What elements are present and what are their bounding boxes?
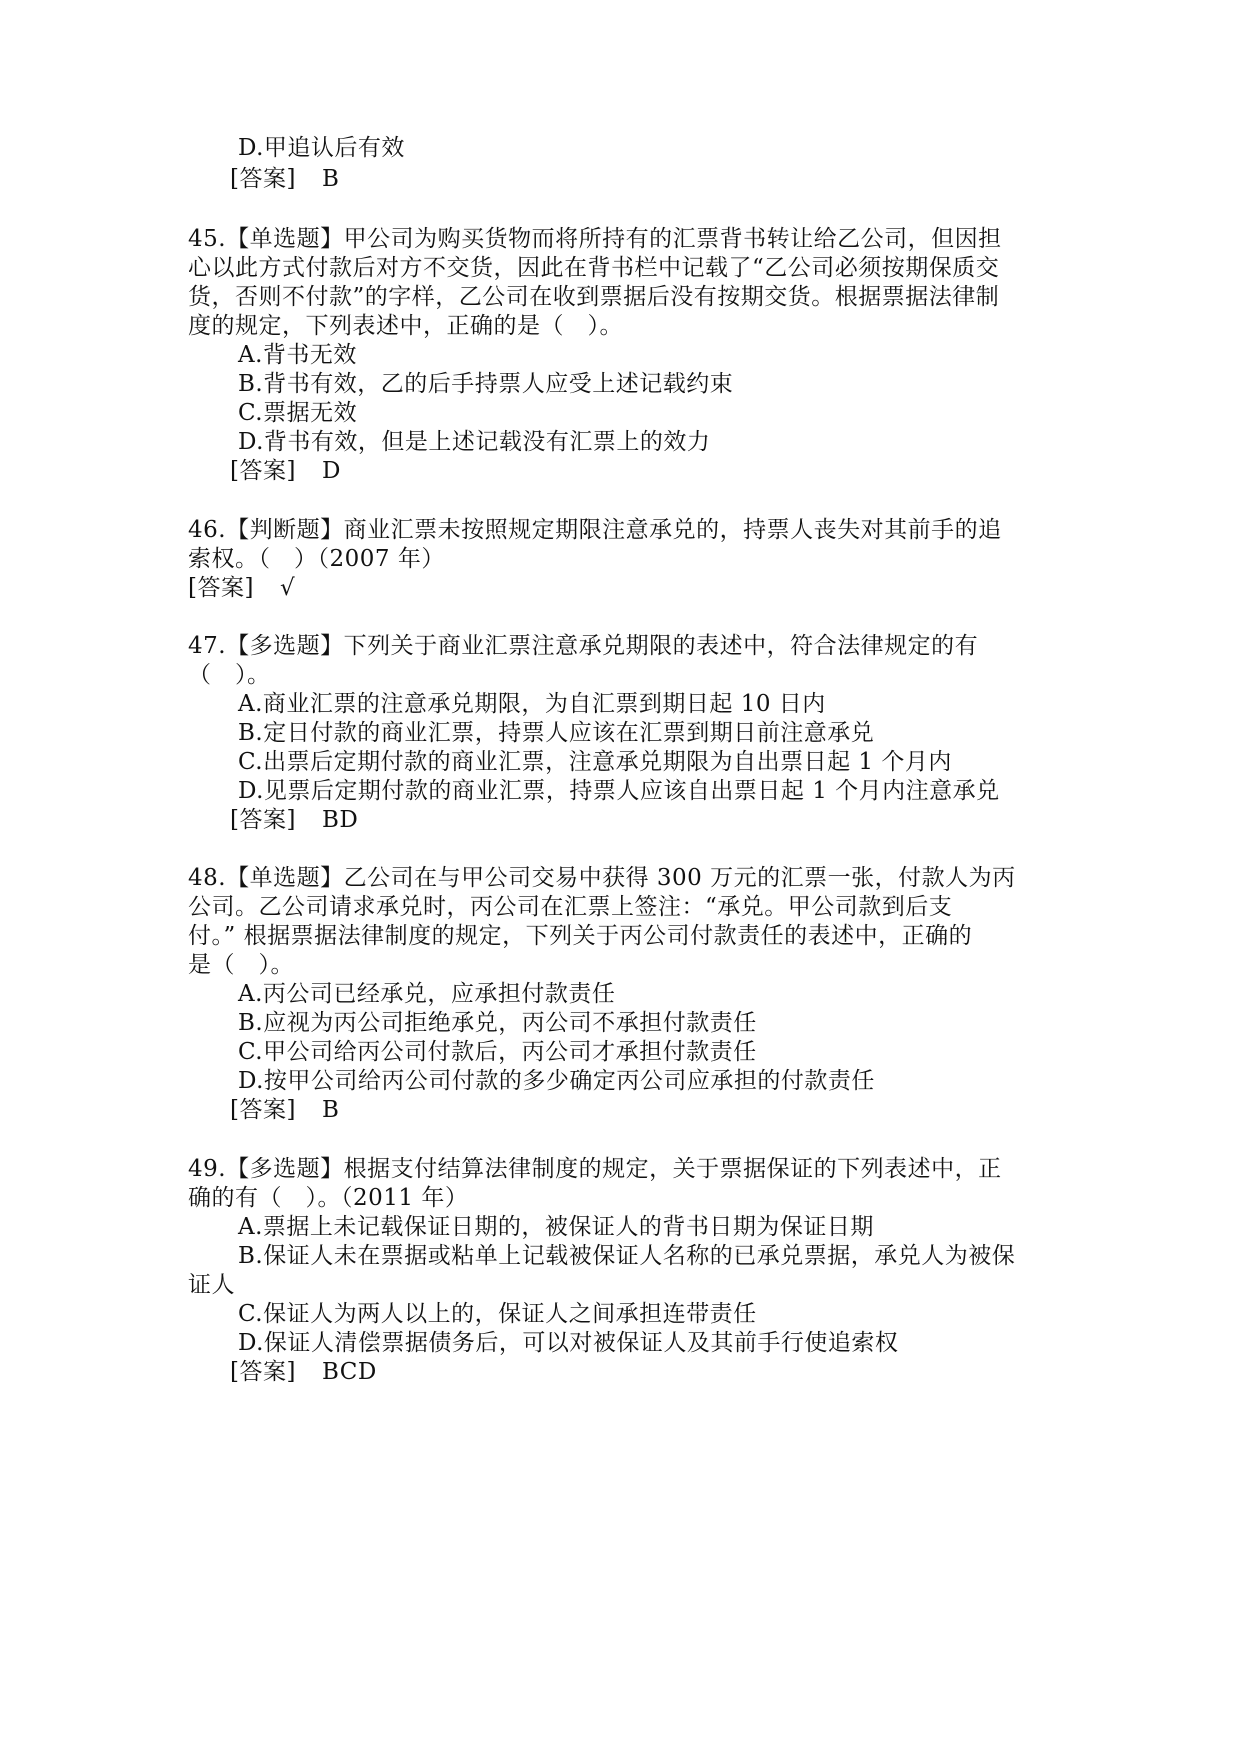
q45-text-line-3: 货，否则不付款”的字样，乙公司在收到票据后没有按期交货。根据票据法律制 [188,284,1000,310]
q45-text-line-1: 45.【单选题】甲公司为购买货物而将所持有的汇票背书转让给乙公司，但因担 [188,226,1002,252]
q49-option-b-line-1: B.保证人未在票据或粘单上记载被保证人名称的已承兑票据，承兑人为被保 [238,1243,1016,1269]
q45-option-d: D.背书有效，但是上述记载没有汇票上的效力 [238,429,711,455]
answer-label: [答案] [230,458,296,484]
q47-option-a: A.商业汇票的注意承兑期限，为自汇票到期日起 10 日内 [238,691,826,717]
q49-option-c: C.保证人为两人以上的，保证人之间承担连带责任 [238,1301,757,1327]
q49-text-line-1: 49.【多选题】根据支付结算法律制度的规定，关于票据保证的下列表述中，正 [188,1156,1002,1182]
answer-value: B [321,1097,340,1123]
q48-text-line-1: 48.【单选题】乙公司在与甲公司交易中获得 300 万元的汇票一张，付款人为丙 [188,865,1016,891]
q47-option-d: D.见票后定期付款的商业汇票，持票人应该自出票日起 1 个月内注意承兑 [238,778,1000,804]
q49-text-line-2: 确的有（ ）。（2011 年） [188,1185,469,1211]
q48-answer [230,1094,339,1126]
q45-answer [230,455,341,487]
q48-option-c: C.甲公司给丙公司付款后，丙公司才承担付款责任 [238,1039,757,1065]
q47-option-b: B.定日付款的商业汇票，持票人应该在汇票到期日前注意承兑 [238,720,875,746]
q45-option-a: A.背书无效 [238,342,357,368]
q47-text-line-1: 47.【多选题】下列关于商业汇票注意承兑期限的表述中，符合法律规定的有 [188,633,979,659]
q48-option-d: D.按甲公司给丙公司付款的多少确定丙公司应承担的付款责任 [238,1068,875,1094]
q44-option-d: D.甲追认后有效 [238,135,405,161]
q48-text-line-2: 公司。乙公司请求承兑时，丙公司在汇票上签注：“承兑。甲公司款到后支 [188,894,953,920]
q48-text-line-4: 是（ ）。 [188,952,294,978]
q49-option-a: A.票据上未记载保证日期的，被保证人的背书日期为保证日期 [238,1214,874,1240]
q46-answer [188,572,295,604]
q45-text-line-2: 心以此方式付款后对方不交货，因此在背书栏中记载了“乙公司必须按期保质交 [188,255,1000,281]
answer-value: BCD [321,1359,377,1385]
answer-value: D [321,458,341,484]
q44-answer [230,163,339,195]
answer-label: [答案] [230,1097,296,1123]
q45-option-b: B.背书有效，乙的后手持票人应受上述记载约束 [238,371,734,397]
q47-answer [230,804,358,836]
q49-option-d: D.保证人清偿票据债务后，可以对被保证人及其前手行使追索权 [238,1330,899,1356]
q49-answer [230,1356,377,1388]
answer-label: [答案] [230,1359,296,1385]
q49-option-b-line-2: 证人 [188,1272,235,1298]
answer-value: √ [279,575,296,601]
q47-option-c: C.出票后定期付款的商业汇票，注意承兑期限为自出票日起 1 个月内 [238,749,952,775]
answer-value: B [321,166,340,192]
q48-option-b: B.应视为丙公司拒绝承兑，丙公司不承担付款责任 [238,1010,757,1036]
q45-option-c: C.票据无效 [238,400,358,426]
answer-label: [答案] [230,807,296,833]
q46-text-line-1: 46.【判断题】商业汇票未按照规定期限注意承兑的，持票人丧失对其前手的追 [188,517,1002,543]
answer-label: [答案] [188,575,254,601]
answer-label: [答案] [230,166,296,192]
q45-text-line-4: 度的规定，下列表述中，正确的是（ ）。 [188,313,623,339]
answer-value: BD [321,807,359,833]
q48-text-line-3: 付。” 根据票据法律制度的规定，下列关于丙公司付款责任的表述中，正确的 [188,923,973,949]
q48-option-a: A.丙公司已经承兑，应承担付款责任 [238,981,616,1007]
q46-text-line-2: 索权。（ ）（2007 年） [188,546,445,572]
q47-text-line-2: （ ）。 [188,662,271,688]
